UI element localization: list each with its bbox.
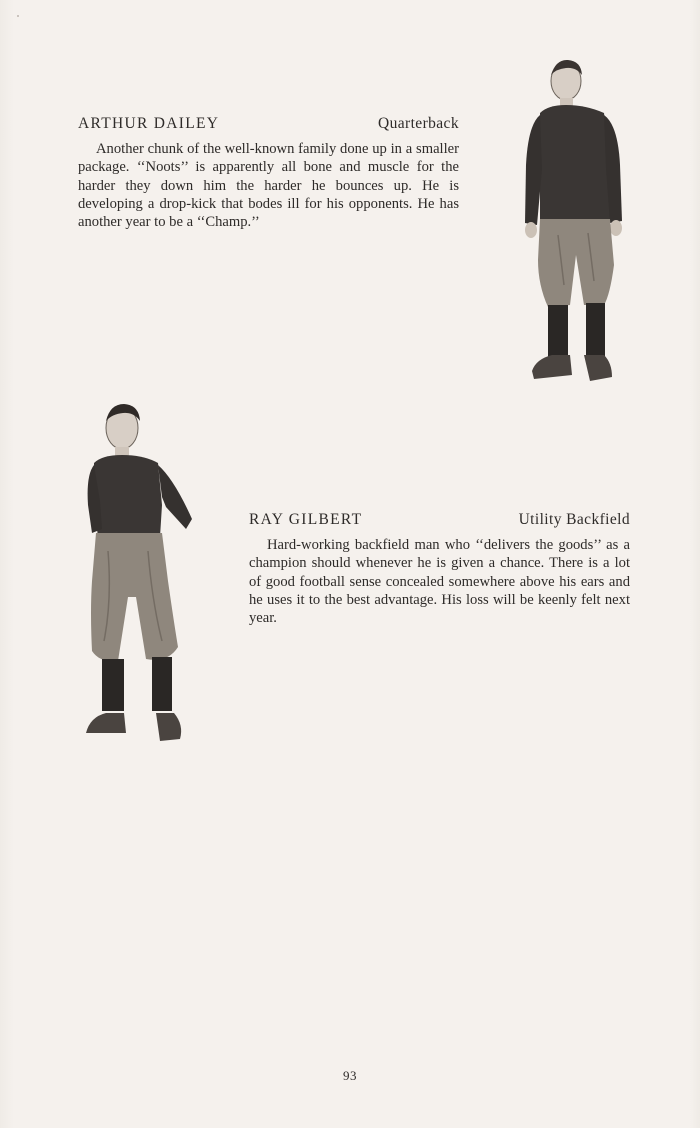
bio-header xyxy=(78,115,459,133)
page-number: 93 xyxy=(343,1068,357,1083)
player-description: Hard-working backfield man who ‘‘delivers the goods’’ as a champion should whenever he is given a chance. There is a lot of good football sense concealed somewhere above his ears and he uses it to the best advantage. His loss will be keenly felt next year. xyxy=(249,537,630,627)
paper-speck xyxy=(17,15,19,17)
bio-arthur-dailey xyxy=(78,115,459,231)
player-name: RAY GILBERT xyxy=(249,511,363,528)
player-description: Another chunk of the well-known family done up in a smaller package. ‘‘Noots’’ is apparently all bone and muscle for the harder they down him the harder he bounces up. He is developing a drop-kick that bodes ill for his opponents. He has another year to be a ‘‘Champ.’’ xyxy=(78,141,459,231)
bio-header xyxy=(249,511,630,529)
player-position: Quarterback xyxy=(378,115,459,132)
bio-ray-gilbert xyxy=(249,511,630,627)
player-photo-ray-gilbert xyxy=(82,401,198,743)
player-position: Utility Backfield xyxy=(518,511,630,528)
player-name: ARTHUR DAILEY xyxy=(78,115,220,132)
player-photo-arthur-dailey xyxy=(518,55,630,387)
